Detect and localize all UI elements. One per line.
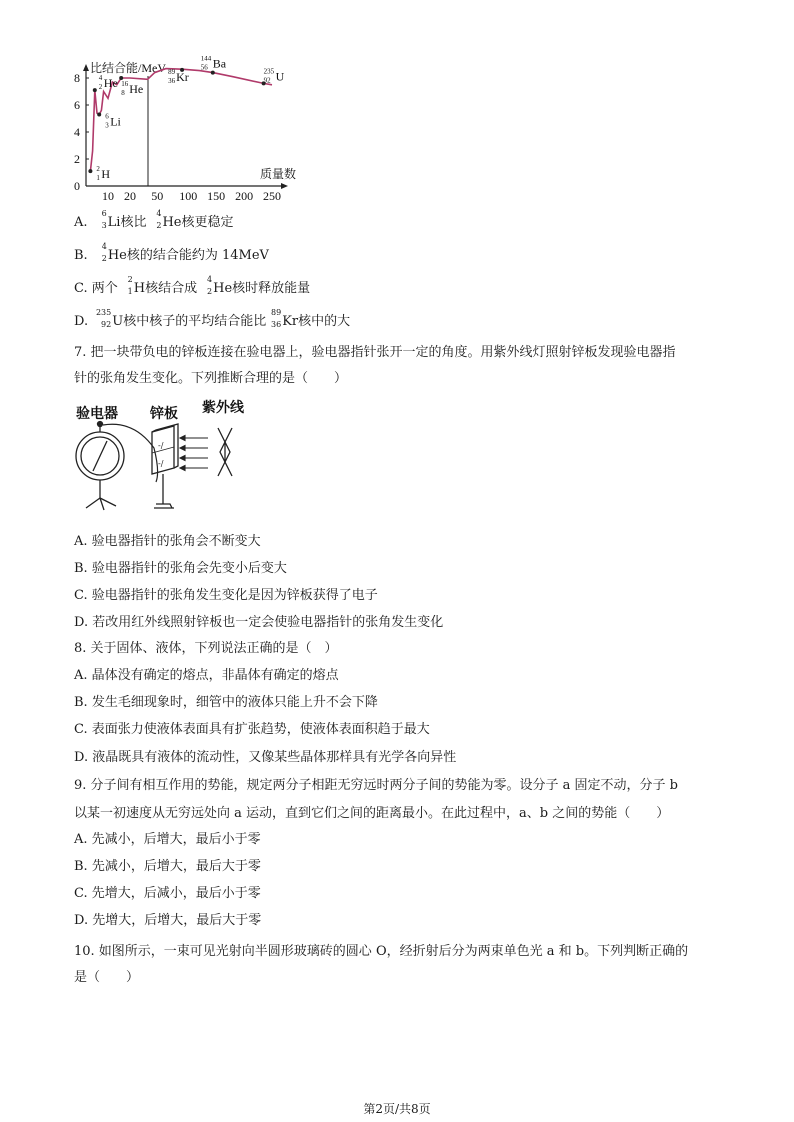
point-symbol-label: Kr <box>176 69 189 84</box>
x-tick-label: 10 <box>102 189 114 203</box>
data-point-h <box>88 169 92 173</box>
q7-option-a: A. 验电器指针的张角会不断变大 <box>74 534 261 549</box>
label-zinc-plate: 锌板 <box>150 405 178 421</box>
binding-energy-chart <box>62 56 312 204</box>
q8-option-a: A. 晶体没有确定的熔点，非晶体有确定的熔点 <box>74 668 339 683</box>
q9-stem-line1: 9. 分子间有相互作用的势能，规定两分子相距无穷远时两分子间的势能为零。设分子 a 固定不动，分子 b <box>74 778 679 793</box>
electroscope-apparatus-figure <box>74 398 274 516</box>
x-tick-label: 100 <box>179 189 198 203</box>
q7-option-c: C. 验电器指针的张角发生变化是因为锌板获得了电子 <box>74 588 378 603</box>
q8-option-b: B. 发生毛细现象时，细管中的液体只能上升不会下降 <box>74 695 378 710</box>
nuclide-h2: 2 1 <box>127 275 133 296</box>
point-charge-number: 56 <box>200 63 208 72</box>
point-charge-number: 92 <box>263 76 271 85</box>
page-footer: 第2页/共8页 <box>363 1102 431 1116</box>
point-mass-number: 144 <box>200 56 212 63</box>
x-tick-label: 250 <box>263 189 281 203</box>
point-symbol-label: Ba <box>212 56 227 71</box>
zinc-plate-icon <box>152 424 178 508</box>
point-charge-number: 1 <box>96 174 100 183</box>
x-tick-label: 150 <box>207 189 226 203</box>
q7-option-d: D. 若改用红外线照射锌板也一定会使验电器指针的张角发生变化 <box>74 615 444 630</box>
q9-stem-line2: 以某一初速度从无穷远处向 a 运动，直到它们之间的距离最小。在此过程中，a、b 之间的势能（ ） <box>74 806 670 821</box>
data-point-he4 <box>93 88 97 92</box>
nuclide-li6: 6 3 <box>101 209 107 230</box>
q10-stem-line1: 10. 如图所示，一束可见光射向半圆形玻璃砖的圆心 O，经折射后分为两束单色光 a 和 b。下列判断正确的 <box>74 944 689 959</box>
q7-stem-line1: 7. 把一块带负电的锌板连接在验电器上，验电器指针张开一定的角度。用紫外线灯照射锌板发现验电器指 <box>74 345 676 360</box>
q6-option-d: D. 235 92 U核中核子的平均结合能比 89 36 Kr核中的大 <box>74 308 351 329</box>
x-axis-arrow <box>281 183 288 189</box>
y-tick-label: 8 <box>74 71 80 85</box>
point-charge-number: 8 <box>121 89 125 97</box>
point-symbol-label: U <box>275 69 285 84</box>
q8-option-d: D. 液晶既具有液体的流动性，又像某些晶体那样具有光学各向异性 <box>74 750 457 765</box>
q6-option-a: A. 6 3 Li核比 4 2 He核更稳定 <box>74 209 234 230</box>
point-mass-number: 2 <box>96 165 100 174</box>
nuclide-he4: 4 2 <box>101 242 107 263</box>
label-electroscope: 验电器 <box>76 405 118 421</box>
svg-text:-/: -/ <box>158 441 164 450</box>
svg-text:-/: -/ <box>158 459 164 468</box>
x-axis-label: 质量数 <box>260 167 297 181</box>
x-tick-label: 200 <box>235 189 254 203</box>
y-tick-label: 6 <box>74 98 80 112</box>
point-symbol-label: He <box>129 82 144 96</box>
point-symbol-label: H <box>101 167 111 182</box>
y-tick-label: 4 <box>74 125 80 139</box>
point-symbol-label: Li <box>110 114 121 129</box>
label-ultraviolet: 紫外线 <box>202 399 244 415</box>
point-charge-number: 36 <box>168 76 176 85</box>
q9-option-d: D. 先增大，后增大，最后大于零 <box>74 913 262 928</box>
point-mass-number: 89 <box>168 67 176 76</box>
data-point-li <box>97 112 101 116</box>
q7-stem-line2: 针的张角发生变化。下列推断合理的是（ ） <box>74 371 348 386</box>
y-axis-label: 比结合能/MeV <box>90 61 166 75</box>
point-mass-number: 4 <box>98 74 103 83</box>
q6-option-c: C. 两个 2 1 H核结合成 4 2 He核时释放能量 <box>74 275 311 296</box>
electroscope-icon <box>76 422 124 511</box>
point-mass-number: 16 <box>121 80 129 88</box>
y-axis-arrow <box>83 64 89 71</box>
uv-rays <box>180 436 208 471</box>
x-tick-label: 50 <box>151 189 164 203</box>
point-charge-number: 2 <box>98 83 103 92</box>
nuclide-kr89: 89 36 <box>271 308 282 329</box>
nuclide-he4: 4 2 <box>207 275 213 296</box>
uv-lamp-icon <box>218 428 232 476</box>
point-mass-number: 6 <box>105 112 109 121</box>
nuclide-u235: 235 92 <box>95 308 112 329</box>
q9-option-c: C. 先增大，后减小，最后小于零 <box>74 886 261 901</box>
point-symbol-label: He <box>103 76 118 91</box>
q8-option-c: C. 表面张力使液体表面具有扩张趋势，使液体表面积趋于最大 <box>74 722 430 737</box>
q8-stem: 8. 关于固体、液体，下列说法正确的是（ ） <box>74 641 338 656</box>
q9-option-a: A. 先减小，后增大，最后小于零 <box>74 832 261 847</box>
q6-option-b: B. 4 2 He核的结合能约为 14MeV <box>74 242 269 263</box>
q9-option-b: B. 先减小，后增大，最后大于零 <box>74 859 261 874</box>
y-tick-label: 2 <box>74 152 80 166</box>
data-point-ba <box>211 71 215 75</box>
x-tick-label: 20 <box>124 189 136 203</box>
point-charge-number: 3 <box>105 121 109 130</box>
q7-option-b: B. 验电器指针的张角会先变小后变大 <box>74 561 287 576</box>
connecting-wire <box>103 424 158 482</box>
y-tick-label: 0 <box>74 179 80 193</box>
point-mass-number: 235 <box>263 67 275 76</box>
nuclide-he4: 4 2 <box>156 209 162 230</box>
q10-stem-line2: 是（ ） <box>74 970 140 985</box>
